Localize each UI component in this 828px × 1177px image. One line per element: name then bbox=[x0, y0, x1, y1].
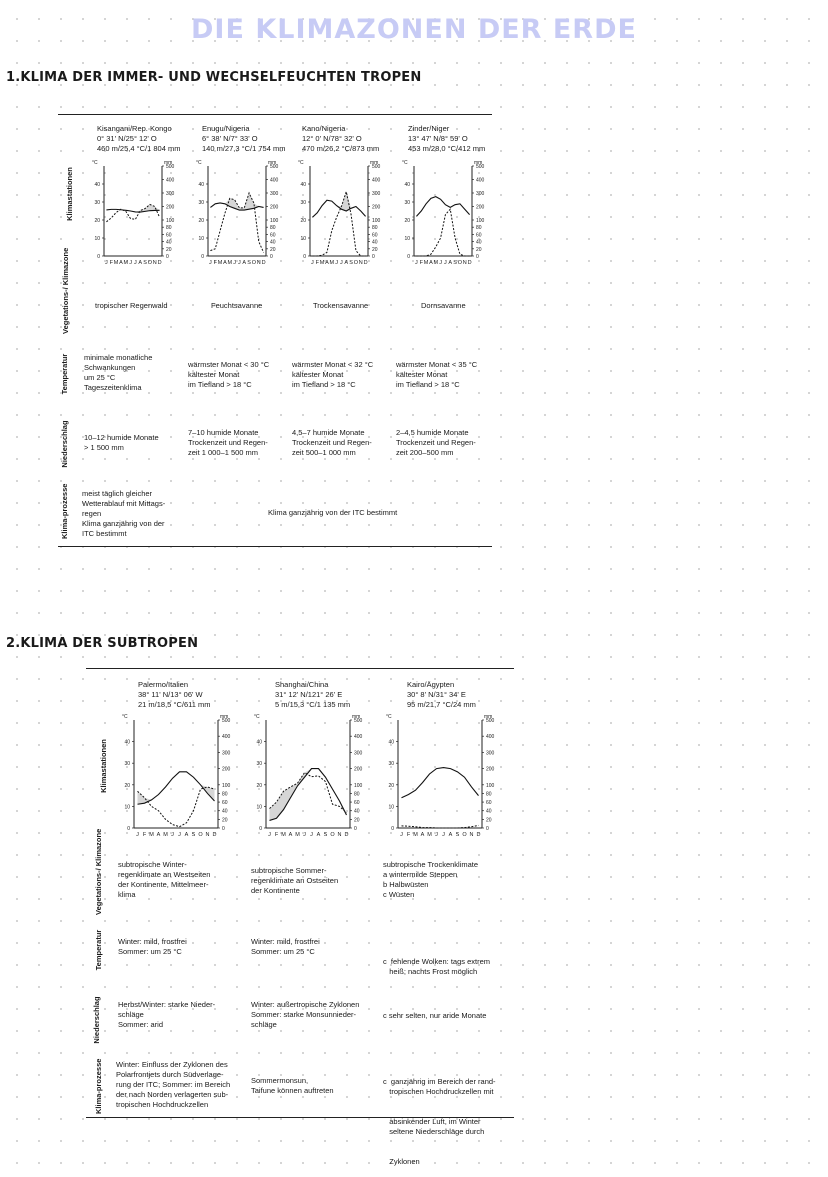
precip-tick-label: 40 bbox=[166, 239, 172, 246]
precip-tick-label: 100 bbox=[270, 218, 279, 224]
month-label: J bbox=[233, 260, 236, 266]
month-label: A bbox=[448, 260, 453, 266]
s2-row-label-temp: Temperatur bbox=[94, 929, 103, 971]
temp-tick-label: 30 bbox=[404, 200, 410, 206]
precip-tick-label: 200 bbox=[372, 204, 381, 211]
month-label: J bbox=[134, 260, 137, 266]
precip-tick-label: 300 bbox=[372, 191, 381, 197]
month-label: S bbox=[455, 832, 460, 838]
s1-precip-cell: 4,5–7 humide Monate Trockenzeit und Regen- zeit 500–1 000 mm bbox=[292, 428, 372, 457]
precip-tick-label: 80 bbox=[372, 225, 378, 232]
s1-precip-cell: 10–12 humide Monate > 1 500 mm bbox=[84, 433, 159, 452]
station-name: Shanghai/China bbox=[275, 680, 329, 689]
s1-temp-cell: minimale monatliche Schwankungen um 25 °C Tageszeitenklima bbox=[84, 353, 153, 392]
s1-station-header bbox=[408, 124, 485, 154]
month-label: J bbox=[136, 832, 139, 838]
precip-tick-label: 20 bbox=[270, 246, 276, 253]
temp-tick-label: 20 bbox=[404, 218, 410, 224]
s2-station-header bbox=[138, 680, 210, 710]
temp-tick-label: 20 bbox=[198, 218, 204, 224]
temp-tick-label: 40 bbox=[300, 182, 306, 188]
s1-station-header bbox=[202, 124, 285, 154]
s2-temp-cell: Winter: mild, frostfrei Sommer: um 25 °C bbox=[251, 937, 320, 956]
month-label: F bbox=[109, 260, 113, 266]
climate-chart-kisangani bbox=[82, 156, 182, 272]
temp-tick-label: 10 bbox=[404, 236, 410, 242]
temperature-line bbox=[416, 197, 469, 217]
month-label: J bbox=[171, 832, 174, 838]
climate-chart-kano bbox=[288, 156, 388, 272]
temp-unit: °C bbox=[122, 714, 128, 720]
station-data: 5 m/15,3 °C/1 135 mm bbox=[275, 700, 351, 709]
s1-zone-cell: Feuchtsavanne bbox=[211, 301, 263, 310]
precip-tick-label: 300 bbox=[166, 191, 175, 197]
month-label: M bbox=[149, 832, 154, 838]
precip-tick-label: 100 bbox=[166, 218, 175, 224]
month-label: N bbox=[152, 260, 157, 266]
month-label: N bbox=[256, 260, 261, 266]
month-label: D bbox=[476, 832, 481, 838]
temp-tick-label: 30 bbox=[300, 200, 306, 206]
temp-tick-label: 0 bbox=[391, 826, 394, 832]
section2-top-rule bbox=[86, 668, 514, 669]
precip-tick-label: 80 bbox=[166, 225, 172, 232]
precip-unit: mm bbox=[484, 714, 493, 720]
month-label: O bbox=[198, 832, 203, 838]
precip-tick-label: 0 bbox=[354, 826, 357, 832]
month-label: A bbox=[316, 832, 321, 838]
section1-heading: 1.KLIMA DER IMMER- UND WECHSELFEUCHTEN TROPEN bbox=[6, 70, 422, 85]
temp-tick-label: 10 bbox=[388, 804, 394, 811]
month-label: A bbox=[119, 260, 123, 266]
s2-process-cell: c ganzjährig im Bereich der rand- tropischen Hochdruckzellen mit absinkender Luft, im Winter seltene Niederschläge durch Zyklonen bbox=[383, 1077, 496, 1166]
precip-tick-label: 400 bbox=[372, 177, 381, 184]
station-name: Kisangani/Rep. Kongo bbox=[97, 124, 172, 133]
station-data: 140 m/27,3 °C/1 754 mm bbox=[202, 144, 286, 153]
humid-area bbox=[402, 768, 479, 798]
s2-temp-cell: c fehlende Wolken: tags extrem heiß; nachts Frost möglich bbox=[383, 957, 490, 976]
month-label: M bbox=[329, 260, 335, 266]
month-label: O bbox=[147, 260, 153, 266]
month-label: J bbox=[310, 832, 313, 838]
precip-tick-label: 40 bbox=[222, 808, 228, 815]
climate-chart-zinder bbox=[392, 156, 492, 272]
precip-tick-label: 60 bbox=[476, 232, 482, 239]
station-data: 470 m/26,2 °C/873 mm bbox=[302, 144, 380, 153]
month-label: A bbox=[223, 260, 227, 266]
station-coords: 30° 8' N/31° 34' E bbox=[407, 690, 466, 699]
s2-station-header bbox=[407, 680, 476, 710]
temp-tick-label: 0 bbox=[407, 254, 410, 260]
s2-row-label-process: Klima-prozesse bbox=[94, 1058, 103, 1114]
precip-tick-label: 0 bbox=[372, 254, 375, 260]
precip-tick-label: 60 bbox=[166, 232, 172, 239]
precip-tick-label: 200 bbox=[486, 766, 495, 773]
s1-temp-cell: wärmster Monat < 35 °C kältester Monat im Tiefland > 18 °C bbox=[396, 360, 478, 389]
temp-tick-label: 40 bbox=[404, 182, 410, 188]
month-label: D bbox=[363, 260, 368, 266]
precip-tick-label: 20 bbox=[222, 817, 228, 824]
station-coords: 12° 0' N/78° 32' O bbox=[302, 134, 362, 143]
precip-tick-label: 80 bbox=[270, 225, 276, 232]
precip-tick-label: 0 bbox=[166, 254, 169, 260]
month-label: A bbox=[420, 832, 425, 838]
month-label: M bbox=[163, 832, 168, 838]
precip-tick-label: 300 bbox=[486, 750, 495, 757]
temperature-line bbox=[402, 768, 479, 798]
month-label: S bbox=[191, 832, 196, 838]
precip-unit: mm bbox=[474, 160, 483, 166]
month-label: J bbox=[444, 260, 447, 266]
month-label: J bbox=[340, 260, 343, 266]
month-label: A bbox=[448, 832, 453, 838]
temp-tick-label: 40 bbox=[94, 182, 100, 188]
month-label: J bbox=[238, 260, 241, 266]
precipitation-line bbox=[312, 192, 365, 256]
precip-unit: mm bbox=[352, 714, 361, 720]
precip-unit: mm bbox=[220, 714, 229, 720]
month-label: M bbox=[295, 832, 300, 838]
precip-tick-label: 80 bbox=[222, 791, 228, 798]
month-label: J bbox=[400, 832, 403, 838]
station-data: 95 m/21,7 °C/24 mm bbox=[407, 700, 476, 709]
station-coords: 31° 12' N/121° 26' E bbox=[275, 690, 343, 699]
precip-tick-label: 300 bbox=[476, 191, 485, 197]
s1-row-label-zone: Vegetations-/ Klimazone bbox=[61, 247, 70, 334]
precip-tick-label: 100 bbox=[354, 782, 363, 789]
s1-temp-cell: wärmster Monat < 32 °C kältester Monat im Tiefland > 18 °C bbox=[292, 360, 374, 389]
precip-unit: mm bbox=[268, 160, 277, 166]
station-data: 460 m/25,4 °C/1 804 mm bbox=[97, 144, 181, 153]
month-label: J bbox=[268, 832, 271, 838]
station-data: 453 m/28,0 °C/412 mm bbox=[408, 144, 486, 153]
temp-tick-label: 0 bbox=[97, 254, 100, 260]
precip-unit: mm bbox=[164, 160, 173, 166]
climate-chart-kairo bbox=[376, 710, 502, 844]
temp-tick-label: 30 bbox=[388, 761, 394, 768]
month-label: M bbox=[423, 260, 429, 266]
temp-unit: °C bbox=[298, 160, 304, 166]
month-label: N bbox=[205, 832, 210, 838]
station-name: Palermo/Italien bbox=[138, 680, 189, 689]
month-label: O bbox=[353, 260, 359, 266]
month-label: J bbox=[105, 260, 108, 266]
temp-tick-label: 30 bbox=[198, 200, 204, 206]
s1-zone-cell: Dornsavanne bbox=[421, 301, 466, 310]
s2-temp-cell: Winter: mild, frostfrei Sommer: um 25 °C bbox=[118, 937, 187, 956]
s1-temp-cell: wärmster Monat < 30 °C kältester Monat im Tiefland > 18 °C bbox=[188, 360, 270, 389]
month-label: M bbox=[319, 260, 325, 266]
temp-tick-label: 40 bbox=[124, 739, 130, 746]
temperature-line bbox=[312, 200, 365, 217]
section2-heading: 2.KLIMA DER SUBTROPEN bbox=[6, 636, 199, 651]
month-label: M bbox=[427, 832, 432, 838]
temp-tick-label: 40 bbox=[388, 739, 394, 746]
precip-tick-label: 500 bbox=[166, 164, 175, 170]
temp-tick-label: 20 bbox=[256, 782, 262, 789]
precip-tick-label: 400 bbox=[486, 734, 495, 741]
month-label: D bbox=[467, 260, 472, 266]
temp-tick-label: 10 bbox=[300, 236, 306, 242]
month-label: A bbox=[156, 832, 161, 838]
month-label: J bbox=[311, 260, 314, 266]
climate-chart-shanghai bbox=[244, 710, 370, 844]
precip-tick-label: 100 bbox=[372, 218, 381, 224]
temp-unit: °C bbox=[196, 160, 202, 166]
precip-tick-label: 40 bbox=[476, 239, 482, 246]
month-label: J bbox=[303, 832, 306, 838]
month-label: O bbox=[457, 260, 463, 266]
precip-tick-label: 200 bbox=[476, 204, 485, 211]
month-label: J bbox=[435, 832, 438, 838]
month-label: M bbox=[433, 260, 439, 266]
precip-tick-label: 300 bbox=[354, 750, 363, 757]
precip-tick-label: 200 bbox=[270, 204, 279, 211]
station-name: Zinder/Niger bbox=[408, 124, 450, 133]
precipitation-line bbox=[210, 193, 263, 252]
s2-zone-cell: subtropische Trockenklimate a wintermilde Steppen b Halbwüsten c Wüsten bbox=[383, 860, 479, 899]
month-label: O bbox=[251, 260, 257, 266]
precipitation-line bbox=[416, 209, 469, 256]
precip-tick-label: 20 bbox=[476, 246, 482, 253]
month-label: M bbox=[217, 260, 223, 266]
month-label: A bbox=[344, 260, 349, 266]
station-coords: 13° 47' N/8° 59' O bbox=[408, 134, 468, 143]
temp-tick-label: 20 bbox=[124, 782, 130, 789]
month-label: O bbox=[330, 832, 335, 838]
month-label: S bbox=[143, 260, 147, 266]
precip-tick-label: 200 bbox=[354, 766, 363, 773]
s1-row-label-precip: Niederschlag bbox=[60, 420, 69, 468]
month-label: M bbox=[281, 832, 286, 838]
month-label: A bbox=[242, 260, 247, 266]
precip-tick-label: 100 bbox=[222, 782, 231, 789]
temp-tick-label: 40 bbox=[256, 739, 262, 746]
month-label: A bbox=[184, 832, 189, 838]
temp-tick-label: 10 bbox=[198, 236, 204, 242]
month-label: S bbox=[349, 260, 353, 266]
precip-tick-label: 60 bbox=[270, 232, 276, 239]
precip-tick-label: 40 bbox=[486, 808, 492, 815]
s2-zone-cell: subtropische Winter- regenklimate an Westseiten der Kontinente, Mittelmeer- klima bbox=[118, 860, 211, 899]
humid-area bbox=[312, 192, 365, 218]
s1-precip-cell: 2–4,5 humide Monate Trockenzeit und Regen- zeit 200–500 mm bbox=[396, 428, 476, 457]
precip-tick-label: 20 bbox=[354, 817, 360, 824]
precip-tick-label: 200 bbox=[222, 766, 231, 773]
station-data: 21 m/18,5 °C/611 mm bbox=[138, 700, 211, 709]
month-label: F bbox=[274, 832, 279, 838]
precip-tick-label: 400 bbox=[222, 734, 231, 741]
precip-tick-label: 0 bbox=[222, 826, 225, 832]
month-label: J bbox=[209, 260, 212, 266]
s2-zone-cell: subtropische Sommer- regenklimate an Ostseiten der Kontinente bbox=[251, 866, 339, 895]
precip-unit: mm bbox=[370, 160, 379, 166]
s1-zone-cell: Trockensavanne bbox=[313, 301, 369, 310]
s2-row-label-zone: Vegetations-/ Klimazone bbox=[94, 828, 103, 915]
temp-tick-label: 30 bbox=[256, 761, 262, 768]
temp-tick-label: 0 bbox=[127, 826, 130, 832]
section1-top-rule bbox=[58, 114, 492, 115]
s2-precip-cell: c sehr selten, nur aride Monate bbox=[383, 1011, 487, 1020]
precipitation-line bbox=[138, 787, 215, 827]
station-name: Kairo/Ägypten bbox=[407, 680, 455, 689]
precip-tick-label: 500 bbox=[270, 164, 279, 170]
temp-unit: °C bbox=[386, 714, 392, 720]
precip-tick-label: 60 bbox=[222, 800, 228, 807]
temp-unit: °C bbox=[92, 160, 98, 166]
s2-row-label-stations: Klimastationen bbox=[99, 739, 108, 793]
precip-tick-label: 60 bbox=[372, 232, 378, 239]
precip-tick-label: 40 bbox=[354, 808, 360, 815]
month-label: J bbox=[439, 260, 442, 266]
precip-tick-label: 400 bbox=[270, 177, 279, 184]
station-name: Kano/Nigeria bbox=[302, 124, 346, 133]
s1-precip-cell: 7–10 humide Monate Trockenzeit und Regen- zeit 1 000–1 500 mm bbox=[188, 428, 268, 457]
station-coords: 6° 38' N/7° 33' O bbox=[202, 134, 258, 143]
month-label: F bbox=[142, 832, 147, 838]
month-label: J bbox=[415, 260, 418, 266]
precip-tick-label: 100 bbox=[476, 218, 485, 224]
station-coords: 0° 31' N/25° 12' O bbox=[97, 134, 157, 143]
temp-tick-label: 10 bbox=[94, 236, 100, 242]
month-label: O bbox=[462, 832, 467, 838]
month-label: D bbox=[157, 260, 162, 266]
precip-tick-label: 0 bbox=[486, 826, 489, 832]
month-label: N bbox=[337, 832, 342, 838]
temp-unit: °C bbox=[402, 160, 408, 166]
s1-process-center: Klima ganzjährig von der ITC bestimmt bbox=[268, 508, 398, 517]
temp-tick-label: 10 bbox=[256, 804, 262, 811]
climate-chart-enugu bbox=[186, 156, 286, 272]
month-label: S bbox=[453, 260, 457, 266]
precip-tick-label: 500 bbox=[486, 718, 495, 724]
precip-tick-label: 80 bbox=[486, 791, 492, 798]
month-label: M bbox=[227, 260, 233, 266]
month-label: D bbox=[212, 832, 217, 838]
s2-precip-cell: Herbst/Winter: starke Nieder- schläge Sommer: arid bbox=[118, 1000, 216, 1029]
month-label: A bbox=[325, 260, 329, 266]
s2-station-header bbox=[275, 680, 350, 710]
month-label: J bbox=[335, 260, 338, 266]
month-label: M bbox=[413, 832, 418, 838]
precip-tick-label: 80 bbox=[476, 225, 482, 232]
precip-tick-label: 400 bbox=[476, 177, 485, 184]
s1-station-header bbox=[97, 124, 180, 154]
temp-tick-label: 20 bbox=[94, 218, 100, 224]
s2-process-cell: Sommermonsun, Taifune können auftreten bbox=[251, 1076, 334, 1095]
precip-tick-label: 400 bbox=[166, 177, 175, 184]
month-label: F bbox=[419, 260, 423, 266]
precip-tick-label: 300 bbox=[270, 191, 279, 197]
s2-row-label-precip: Niederschlag bbox=[92, 996, 101, 1044]
precip-tick-label: 500 bbox=[372, 164, 381, 170]
month-label: M bbox=[113, 260, 119, 266]
climate-chart-palermo bbox=[112, 710, 238, 844]
temp-tick-label: 40 bbox=[198, 182, 204, 188]
precip-tick-label: 200 bbox=[166, 204, 175, 211]
s2-precip-cell: Winter: außertropische Zyklonen Sommer: starke Monsunnieder- schläge bbox=[251, 1000, 360, 1029]
month-label: A bbox=[429, 260, 433, 266]
s1-row-label-temp: Temperatur bbox=[60, 353, 69, 395]
precip-tick-label: 500 bbox=[354, 718, 363, 724]
month-label: S bbox=[323, 832, 328, 838]
month-label: J bbox=[442, 832, 445, 838]
temp-tick-label: 0 bbox=[201, 254, 204, 260]
page-title: DIE KLIMAZONEN DER ERDE bbox=[191, 14, 637, 45]
precip-tick-label: 40 bbox=[270, 239, 276, 246]
month-label: A bbox=[138, 260, 143, 266]
s1-zone-cell: tropischer Regenwald bbox=[95, 301, 168, 310]
precip-tick-label: 20 bbox=[486, 817, 492, 824]
temp-tick-label: 0 bbox=[303, 254, 306, 260]
temp-tick-label: 30 bbox=[124, 761, 130, 768]
precip-tick-label: 0 bbox=[476, 254, 479, 260]
section1-bottom-rule bbox=[58, 546, 492, 547]
s1-station-header bbox=[302, 124, 379, 154]
month-label: M bbox=[123, 260, 129, 266]
s1-process-cell: meist täglich gleicher Wetterablauf mit Mittags- regen Klima ganzjährig von der ITC bestimmt bbox=[82, 489, 166, 538]
precip-tick-label: 20 bbox=[166, 246, 172, 253]
precip-tick-label: 300 bbox=[222, 750, 231, 757]
precip-tick-label: 80 bbox=[354, 791, 360, 798]
month-label: N bbox=[469, 832, 474, 838]
precip-tick-label: 100 bbox=[486, 782, 495, 789]
station-coords: 38° 11' N/13° 06' W bbox=[138, 690, 203, 699]
precip-tick-label: 20 bbox=[372, 246, 378, 253]
month-label: N bbox=[462, 260, 467, 266]
month-label: J bbox=[178, 832, 181, 838]
month-label: N bbox=[358, 260, 363, 266]
precip-tick-label: 60 bbox=[486, 800, 492, 807]
precip-tick-label: 400 bbox=[354, 734, 363, 741]
s1-row-label-process: Klima-prozesse bbox=[60, 483, 69, 539]
precip-tick-label: 500 bbox=[222, 718, 231, 724]
month-label: D bbox=[261, 260, 266, 266]
month-label: A bbox=[288, 832, 293, 838]
temp-tick-label: 0 bbox=[259, 826, 262, 832]
temp-tick-label: 20 bbox=[300, 218, 306, 224]
precip-tick-label: 0 bbox=[270, 254, 273, 260]
temp-tick-label: 30 bbox=[94, 200, 100, 206]
precip-tick-label: 60 bbox=[354, 800, 360, 807]
temp-tick-label: 20 bbox=[388, 782, 394, 789]
s1-row-label-stations: Klimastationen bbox=[65, 167, 74, 221]
month-label: J bbox=[129, 260, 132, 266]
temp-unit: °C bbox=[254, 714, 260, 720]
month-label: D bbox=[344, 832, 349, 838]
month-label: F bbox=[213, 260, 217, 266]
precip-tick-label: 500 bbox=[476, 164, 485, 170]
s2-process-cell: Winter: Einfluss der Zyklonen des Polarfrontjets durch Südverlage- rung der ITC; Sommer: im Bereich der nach Norden verlagerten sub- tropischen Hochdruckzellen bbox=[116, 1060, 231, 1109]
temp-tick-label: 10 bbox=[124, 804, 130, 811]
month-label: F bbox=[406, 832, 411, 838]
month-label: S bbox=[247, 260, 251, 266]
precip-tick-label: 40 bbox=[372, 239, 378, 246]
month-label: F bbox=[315, 260, 319, 266]
station-name: Enugu/Nigeria bbox=[202, 124, 250, 133]
